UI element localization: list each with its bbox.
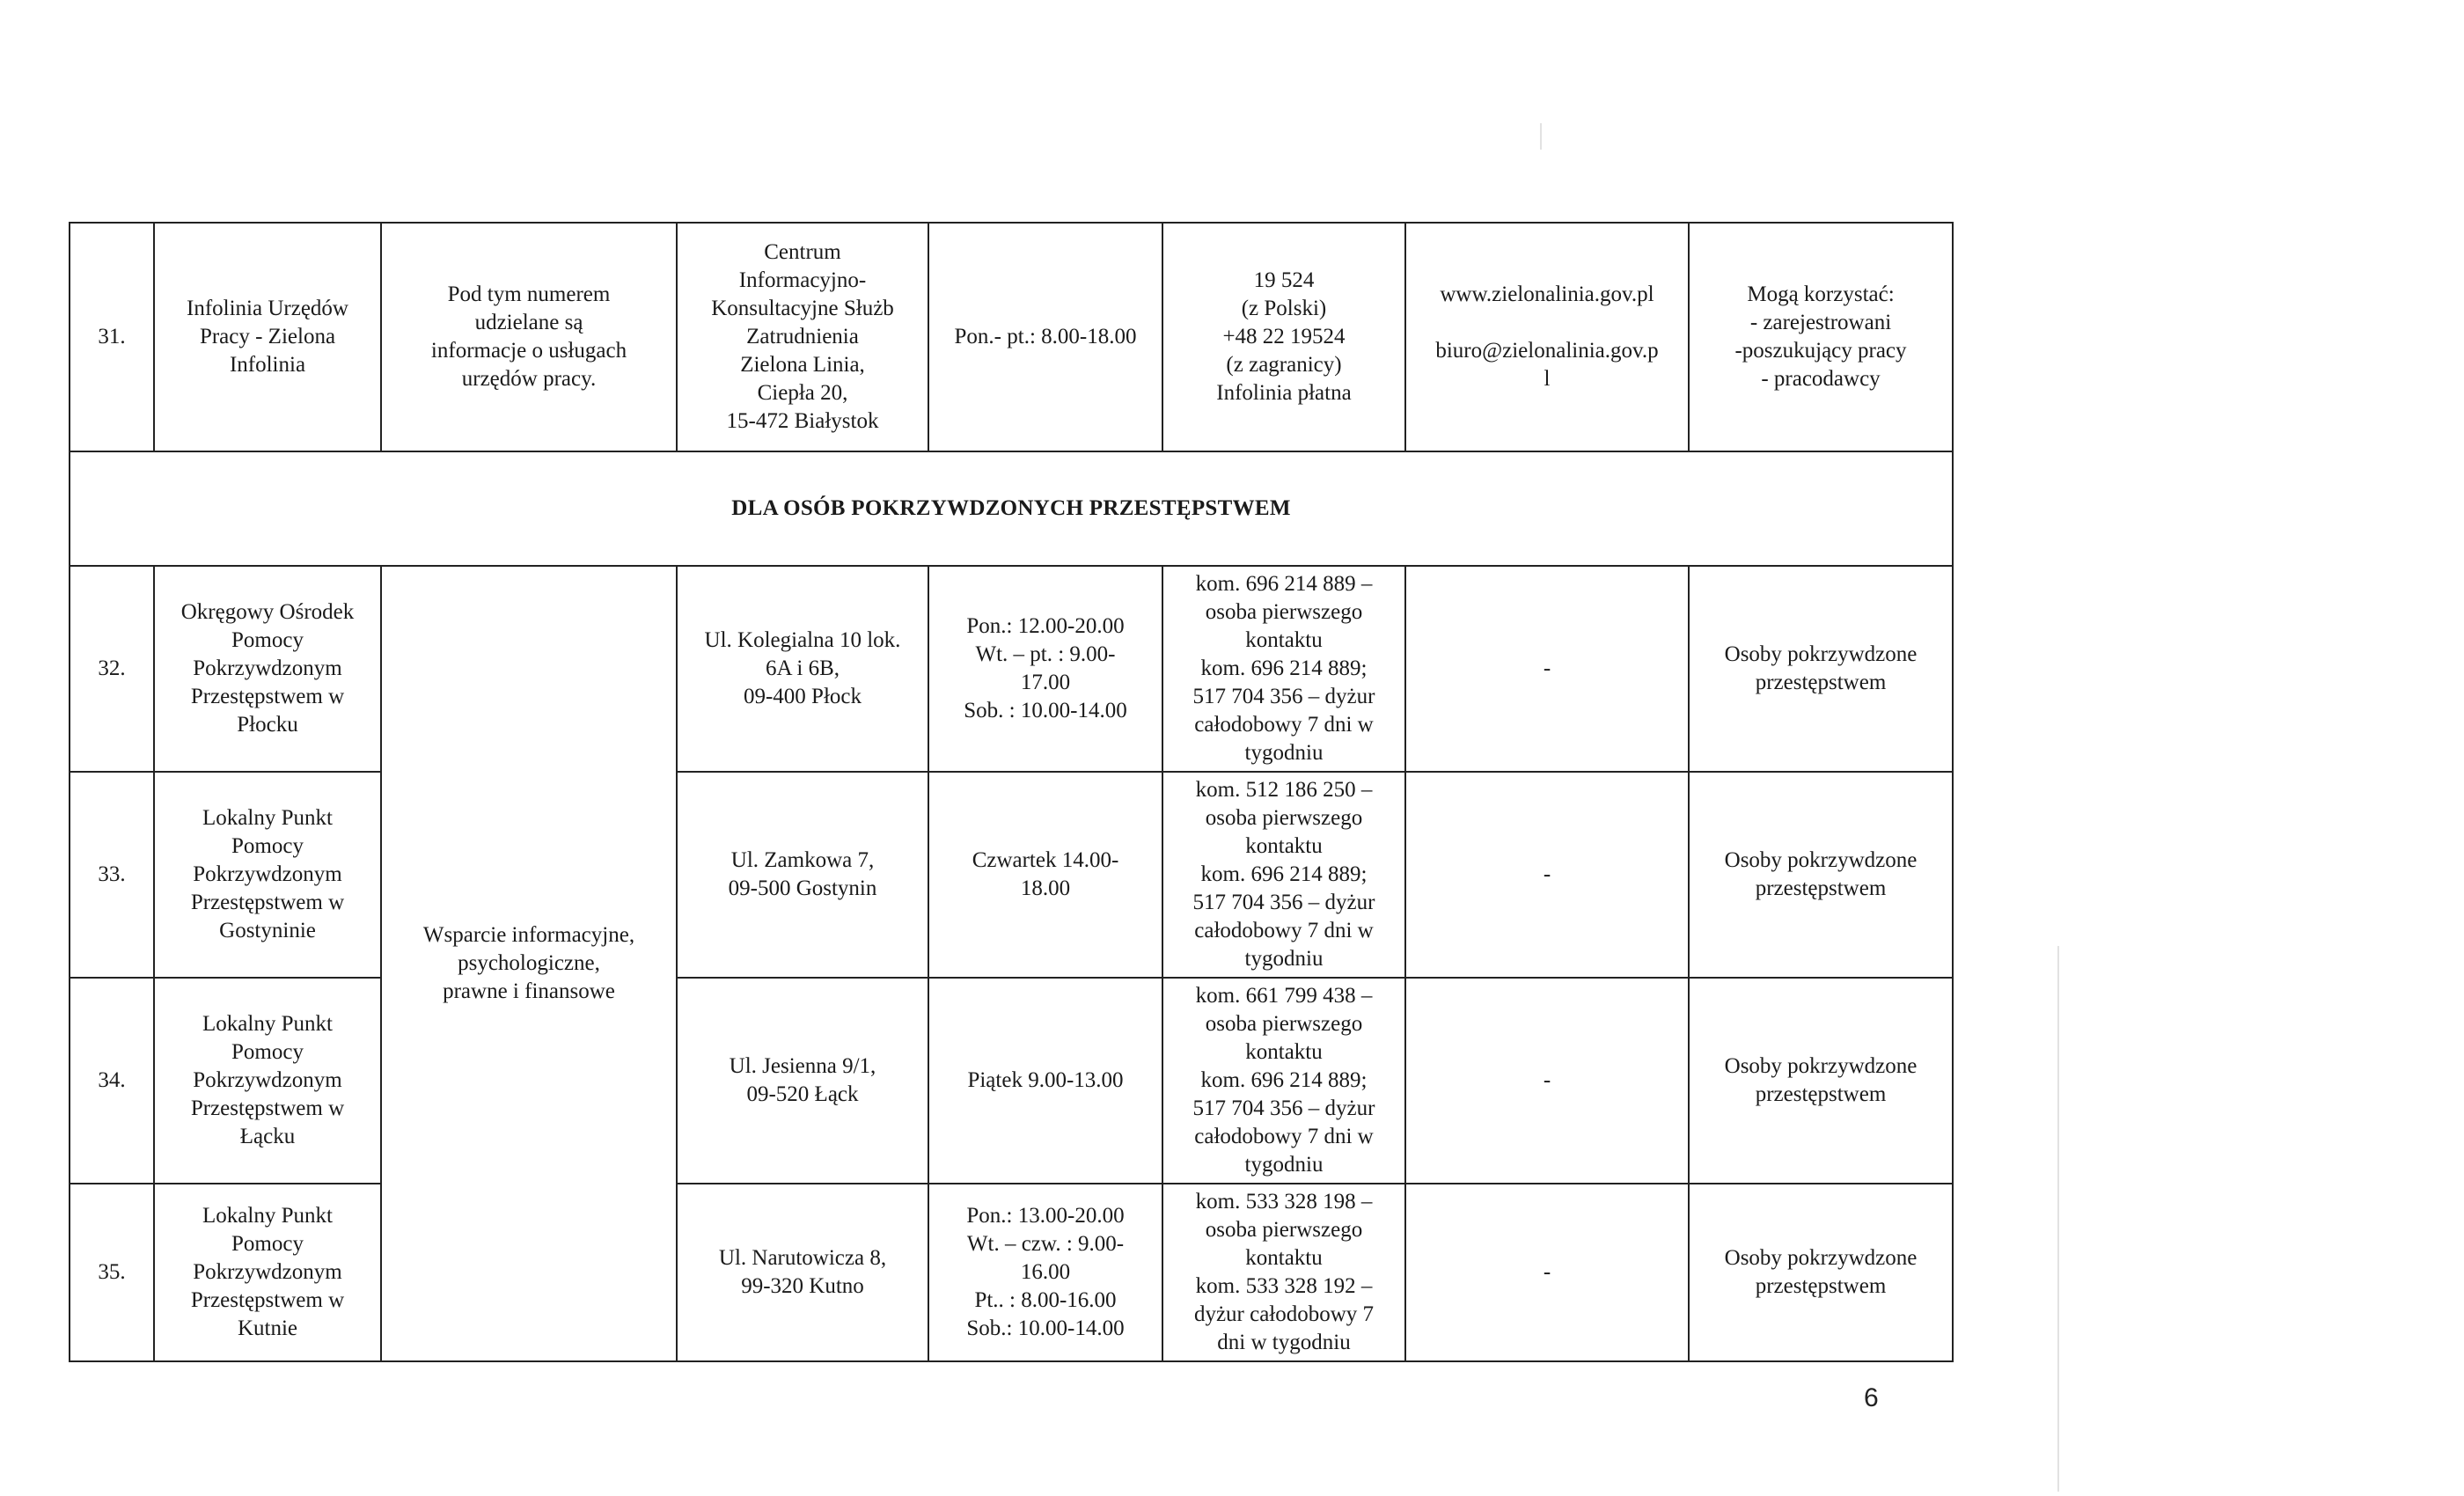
shared-scope-cell: Wsparcie informacyjne, psychologiczne, prawne i finansowe xyxy=(381,566,677,1361)
phone-cell: 19 524 (z Polski) +48 22 19524 (z zagranicy) Infolinia płatna xyxy=(1162,223,1405,451)
eligibility-cell: Osoby pokrzywdzone przestępstwem xyxy=(1689,772,1953,978)
website-cell: - xyxy=(1405,978,1689,1184)
address-cell: Ul. Kolegialna 10 lok. 6A i 6B, 09-400 Płock xyxy=(677,566,928,772)
table-row xyxy=(70,978,1953,1184)
table-row xyxy=(70,772,1953,978)
website-cell: www.zielonalinia.gov.pl biuro@zielonalinia.gov.p l xyxy=(1405,223,1689,451)
hours-cell: Czwartek 14.00- 18.00 xyxy=(928,772,1162,978)
hours-cell: Pon.: 12.00-20.00 Wt. – pt. : 9.00- 17.00 Sob. : 10.00-14.00 xyxy=(928,566,1162,772)
address-cell: Ul. Zamkowa 7, 09-500 Gostynin xyxy=(677,772,928,978)
services-table xyxy=(69,222,1954,1362)
row-number-cell: 32. xyxy=(70,566,154,772)
table-row xyxy=(70,223,1953,451)
row-number-cell: 31. xyxy=(70,223,154,451)
website-cell: - xyxy=(1405,1184,1689,1361)
eligibility-cell: Osoby pokrzywdzone przestępstwem xyxy=(1689,1184,1953,1361)
eligibility-cell: Osoby pokrzywdzone przestępstwem xyxy=(1689,566,1953,772)
scan-artifact-line xyxy=(1540,123,1542,150)
table-row xyxy=(70,1184,1953,1361)
institution-name-cell: Infolinia Urzędów Pracy - Zielona Infolinia xyxy=(154,223,381,451)
phone-cell: kom. 512 186 250 – osoba pierwszego kontaktu kom. 696 214 889; 517 704 356 – dyżur całodobowy 7 dni w tygodniu xyxy=(1162,772,1405,978)
eligibility-cell: Mogą korzystać: - zarejestrowani -poszukujący pracy - pracodawcy xyxy=(1689,223,1953,451)
address-cell: Ul. Jesienna 9/1, 09-520 Łąck xyxy=(677,978,928,1184)
scope-cell: Pod tym numerem udzielane są informacje o usługach urzędów pracy. xyxy=(381,223,677,451)
hours-cell: Piątek 9.00-13.00 xyxy=(928,978,1162,1184)
website-cell: - xyxy=(1405,566,1689,772)
table-row xyxy=(70,566,1953,772)
hours-cell: Pon.- pt.: 8.00-18.00 xyxy=(928,223,1162,451)
phone-cell: kom. 696 214 889 – osoba pierwszego kontaktu kom. 696 214 889; 517 704 356 – dyżur całodobowy 7 dni w tygodniu xyxy=(1162,566,1405,772)
address-cell: Centrum Informacyjno- Konsultacyjne Służb Zatrudnienia Zielona Linia, Ciepła 20, 15-472 Białystok xyxy=(677,223,928,451)
page-number: 6 xyxy=(1864,1383,1879,1412)
address-cell: Ul. Narutowicza 8, 99-320 Kutno xyxy=(677,1184,928,1361)
institution-name-cell: Lokalny Punkt Pomocy Pokrzywdzonym Przestępstwem w Kutnie xyxy=(154,1184,381,1361)
phone-cell: kom. 533 328 198 – osoba pierwszego kontaktu kom. 533 328 192 – dyżur całodobowy 7 dni w tygodniu xyxy=(1162,1184,1405,1361)
institution-name-cell: Lokalny Punkt Pomocy Pokrzywdzonym Przestępstwem w Łącku xyxy=(154,978,381,1184)
section-title: DLA OSÓB POKRZYWDZONYCH PRZESTĘPSTWEM xyxy=(70,451,1953,566)
eligibility-cell: Osoby pokrzywdzone przestępstwem xyxy=(1689,978,1953,1184)
website-cell: - xyxy=(1405,772,1689,978)
section-header-row xyxy=(70,451,1953,566)
phone-cell: kom. 661 799 438 – osoba pierwszego kontaktu kom. 696 214 889; 517 704 356 – dyżur całodobowy 7 dni w tygodniu xyxy=(1162,978,1405,1184)
institution-name-cell: Okręgowy Ośrodek Pomocy Pokrzywdzonym Przestępstwem w Płocku xyxy=(154,566,381,772)
row-number-cell: 35. xyxy=(70,1184,154,1361)
hours-cell: Pon.: 13.00-20.00 Wt. – czw. : 9.00- 16.00 Pt.. : 8.00-16.00 Sob.: 10.00-14.00 xyxy=(928,1184,1162,1361)
row-number-cell: 34. xyxy=(70,978,154,1184)
scan-artifact-line xyxy=(2057,946,2059,1492)
row-number-cell: 33. xyxy=(70,772,154,978)
institution-name-cell: Lokalny Punkt Pomocy Pokrzywdzonym Przestępstwem w Gostyninie xyxy=(154,772,381,978)
